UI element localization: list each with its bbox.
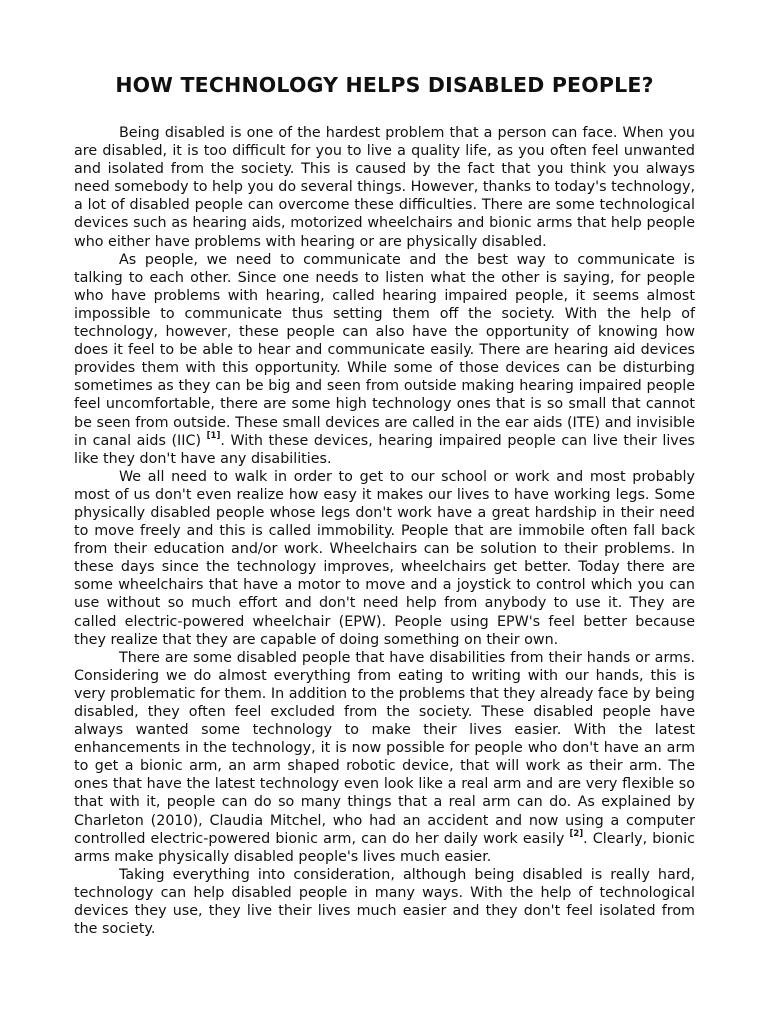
paragraph-text: Taking everything into consideration, although being disabled is really hard, technology can help disabled people in many ways. With the help of technological devices they use, they live their lives much easier and they don't feel isolated from the society. (74, 866, 695, 938)
paragraph-text: As people, we need to communicate and the best way to communicate is talking to each other. Since one needs to listen what the other is saying, for people who have problems with hearing, called hearing impaired people, it seems almost impossible to communicate thus setting them off the society. With the help of technology, however, these people can also have the opportunity of knowing how does it feel to be able to hear and communicate easily. There are hearing aid devices provides them with this opportunity. While some of those devices can be disturbing sometimes as they can be big and seen from outside making hearing impaired people feel uncomfortable, there are some high technology ones that is so small that cannot be seen from outside. These small devices are called in the ear aids (ITE) and invisible in canal aids (IIC) (74, 251, 695, 449)
paragraph-text: We all need to walk in order to get to our school or work and most probably most of us don't even realize how easy it makes our lives to have working legs. Some physically disabled people whose legs don't work have a great hardship in their need to move freely and this is called immobility. People that are immobile often fall back from their education and/or work. Wheelchairs can be solution to their problems. In these days since the technology improves, wheelchairs get better. Today there are some wheelchairs that have a motor to move and a joystick to control which you can use without so much effort and don't need help from anybody to use it. They are called electric-powered wheelchair (EPW). People using EPW's feel better because they realize that they are capable of doing something on their own. (74, 468, 695, 648)
paragraph-conclusion (74, 866, 695, 938)
paragraph-text: Being disabled is one of the hardest problem that a person can face. When you are disabled, it is too difficult for you to live a quality life, as you often feel unwanted and isolated from the society. This is caused by the fact that you think you always need somebody to help you do several things. However, thanks to today's technology, a lot of disabled people can overcome these difficulties. There are some technological devices such as hearing aids, motorized wheelchairs and bionic arms that help people who either have problems with hearing or are physically disabled. (74, 125, 695, 250)
paragraph-text: There are some disabled people that have disabilities from their hands or arms. Considering we do almost everything from eating to writing with our hands, this is very problematic for them. In addition to the problems that they already face by being disabled, they often feel excluded from the society. These disabled people have always wanted some technology to make their lives easier. With the latest enhancements in the technology, it is now possible for people who don't have an arm to get a bionic arm, an arm shaped robotic device, that will work as their arm. The ones that have the latest technology even look like a real arm and are very flexible so that with it, people can do so many things that a real arm can do. As explained by Charleton (2010), Claudia Mitchel, who had an accident and now using a computer controlled electric-powered bionic arm, can do her daily work easily (74, 649, 695, 847)
paragraph-bionic-arms (74, 649, 695, 866)
paragraph-wheelchairs (74, 468, 695, 649)
paragraph-text: . With these devices, hearing impaired people can live their lives like they don't have any disabilities. (74, 432, 695, 467)
paragraph-intro (74, 124, 695, 251)
citation-marker: [2] (569, 828, 584, 839)
document-title: HOW TECHNOLOGY HELPS DISABLED PEOPLE? (115, 73, 654, 97)
paragraph-text: . Clearly, bionic arms make physically disabled people's lives much easier. (74, 830, 695, 865)
paragraph-hearing-aids (74, 251, 695, 468)
citation-marker: [1] (206, 430, 221, 441)
